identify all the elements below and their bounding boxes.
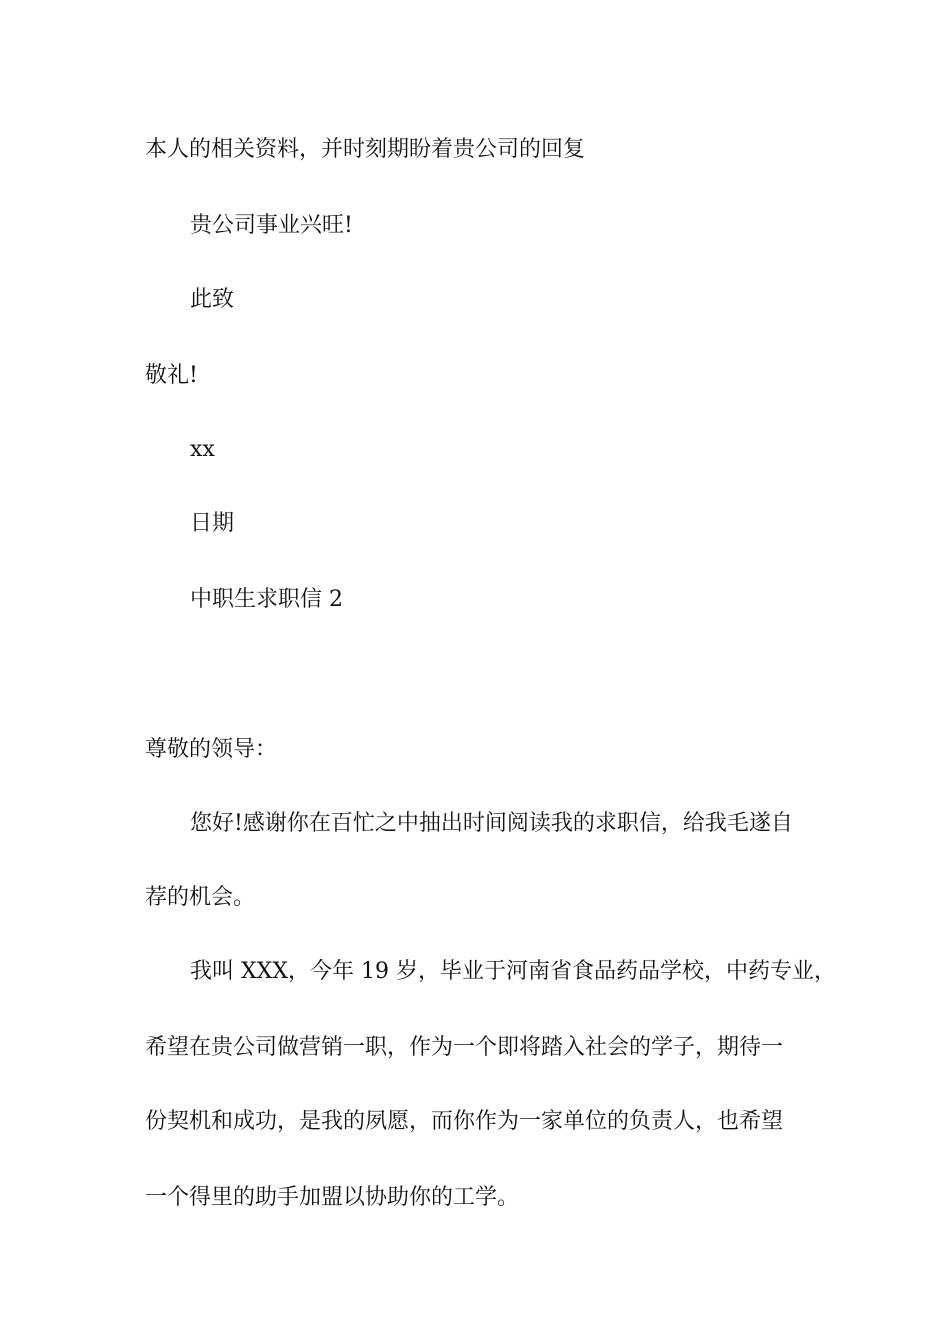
text-line-jingli: 敬礼! xyxy=(145,363,198,388)
text-line-signature: xx xyxy=(190,437,215,462)
salutation: 尊敬的领导： xyxy=(145,737,278,762)
paragraph-line: 我叫 XXX，今年 19 岁，毕业于河南省食品药品学校，中药专业， xyxy=(190,959,836,984)
text-line-wish: 贵公司事业兴旺! xyxy=(190,213,353,238)
paragraph-line: 份契机和成功，是我的夙愿，而你作为一家单位的负责人，也希望 xyxy=(145,1109,784,1134)
paragraph-line: 一个得里的助手加盟以协助你的工学。 xyxy=(145,1185,520,1210)
text-line-cizhi: 此致 xyxy=(190,287,235,312)
paragraph-line: 您好!感谢你在百忙之中抽出时间阅读我的求职信，给我毛遂自 xyxy=(190,811,793,836)
paragraph-line: 荐的机会。 xyxy=(145,885,256,910)
section-title: 中职生求职信 2 xyxy=(190,587,343,612)
text-line-date: 日期 xyxy=(190,511,235,536)
paragraph-line: 希望在贵公司做营销一职，作为一个即将踏入社会的学子，期待一 xyxy=(145,1035,784,1060)
text-line-reply: 本人的相关资料，并时刻期盼着贵公司的回复 xyxy=(145,137,586,162)
